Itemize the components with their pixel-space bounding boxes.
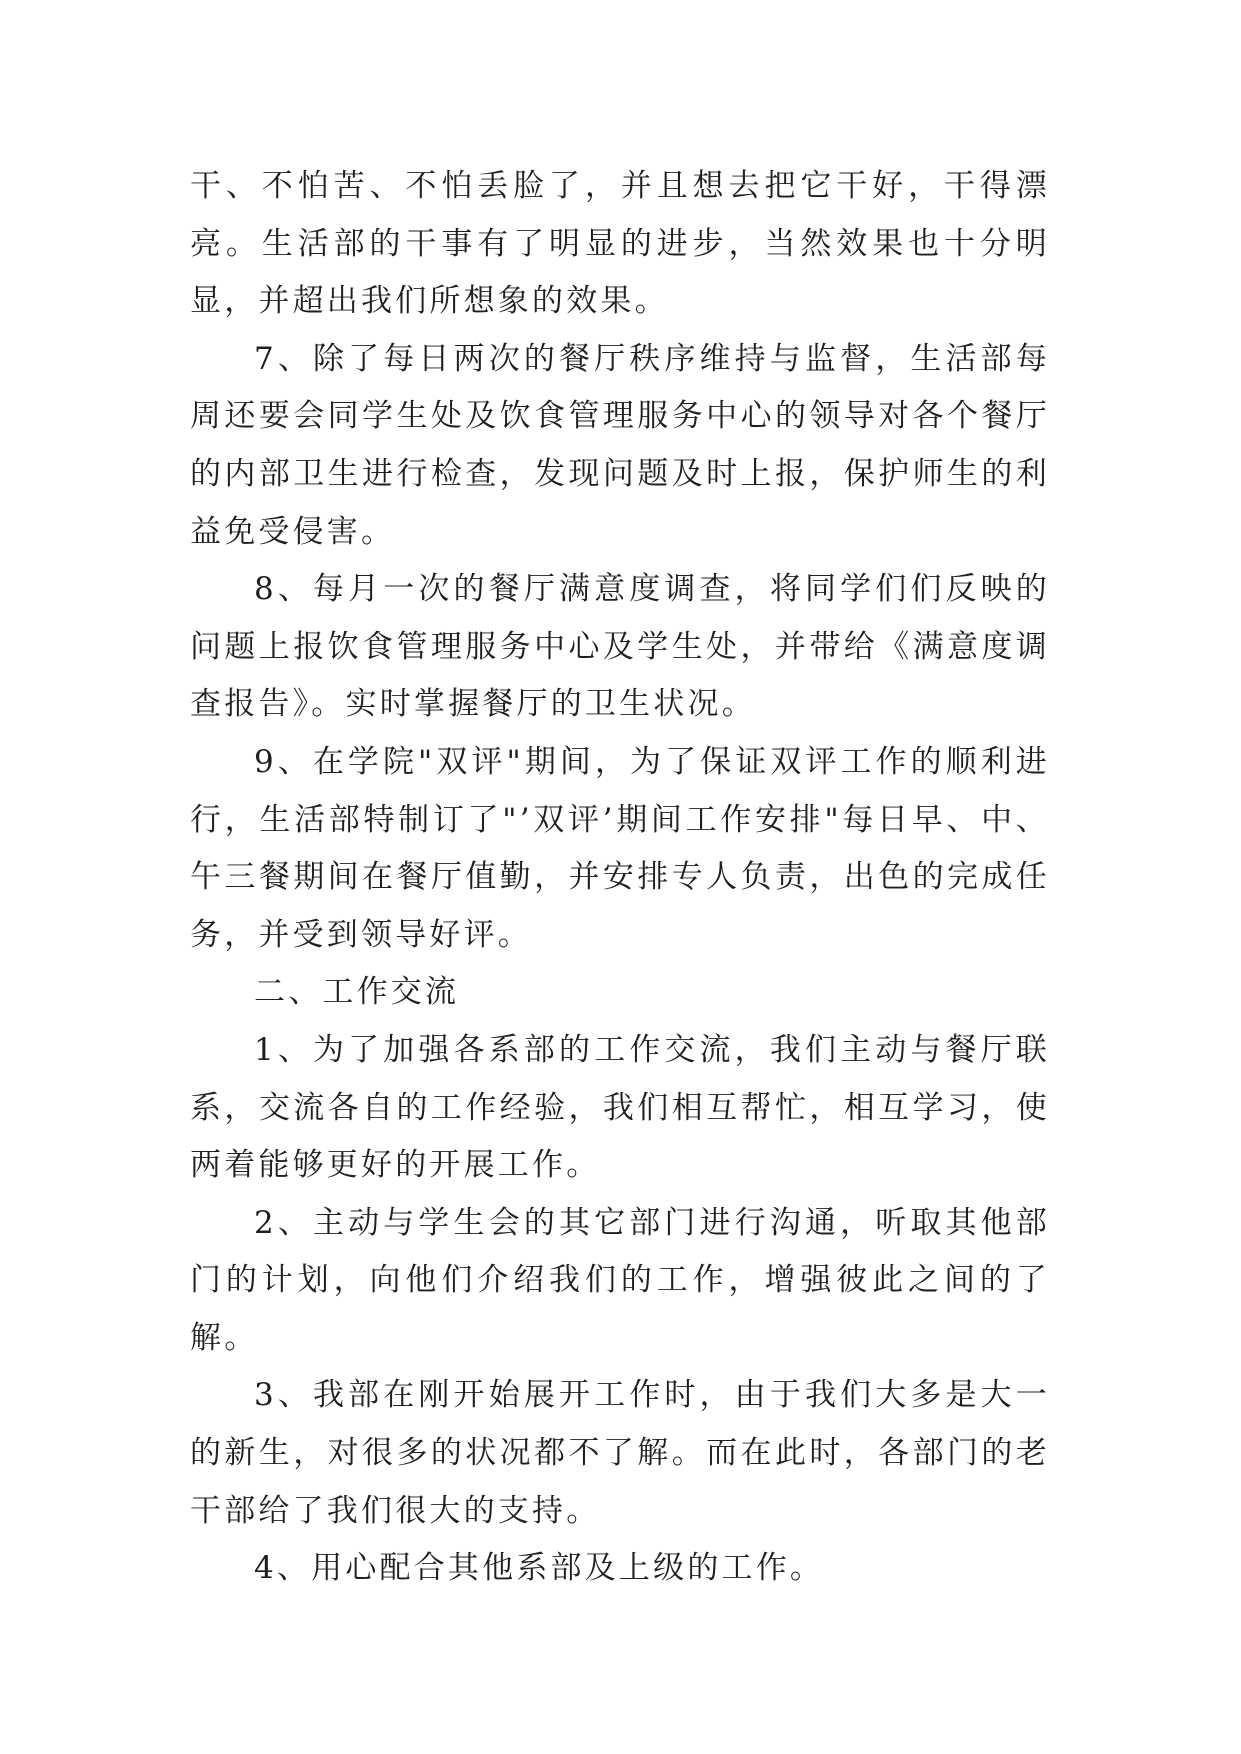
paragraph-item-7: 7、除了每日两次的餐厅秩序维持与监督，生活部每周还要会同学生处及饮食管理服务中心的领导对各个餐厅的内部卫生进行检查，发现问题及时上报，保护师生的利益免受侵害。 [190, 340, 1050, 550]
section-heading-work-exchange: 二、工作交流 [254, 974, 460, 1011]
paragraph-exchange-2: 2、主动与学生会的其它部门进行沟通，听取其他部门的计划，向他们介绍我们的工作，增强彼此之间的了解。 [190, 1204, 1050, 1356]
paragraph-continuation: 干、不怕苦、不怕丢脸了，并且想去把它干好，干得漂亮。生活部的干事有了明显的进步，当然效果也十分明显，并超出我们所想象的效果。 [190, 168, 1050, 320]
paragraph-item-8: 8、每月一次的餐厅满意度调查，将同学们们反映的问题上报饮食管理服务中心及学生处，并带给《满意度调查报告》。实时掌握餐厅的卫生状况。 [190, 571, 1050, 723]
paragraph-exchange-3: 3、我部在刚开始展开工作时，由于我们大多是大一的新生，对很多的状况都不了解。而在此时，各部门的老干部给了我们很大的支持。 [190, 1377, 1050, 1529]
paragraph-exchange-1: 1、为了加强各系部的工作交流，我们主动与餐厅联系，交流各自的工作经验，我们相互帮忙，相互学习，使两着能够更好的开展工作。 [190, 1031, 1050, 1184]
paragraph-exchange-4: 4、用心配合其他系部及上级的工作。 [254, 1550, 825, 1587]
document-body [190, 158, 1050, 1598]
paragraph-item-9: 9、在学院"双评"期间，为了保证双评工作的顺利进行，生活部特制订了"’双评’期间工作安排"每日早、中、午三餐期间在餐厅值勤，并安排专人负责，出色的完成任务，并受到领导好评。 [190, 743, 1050, 953]
